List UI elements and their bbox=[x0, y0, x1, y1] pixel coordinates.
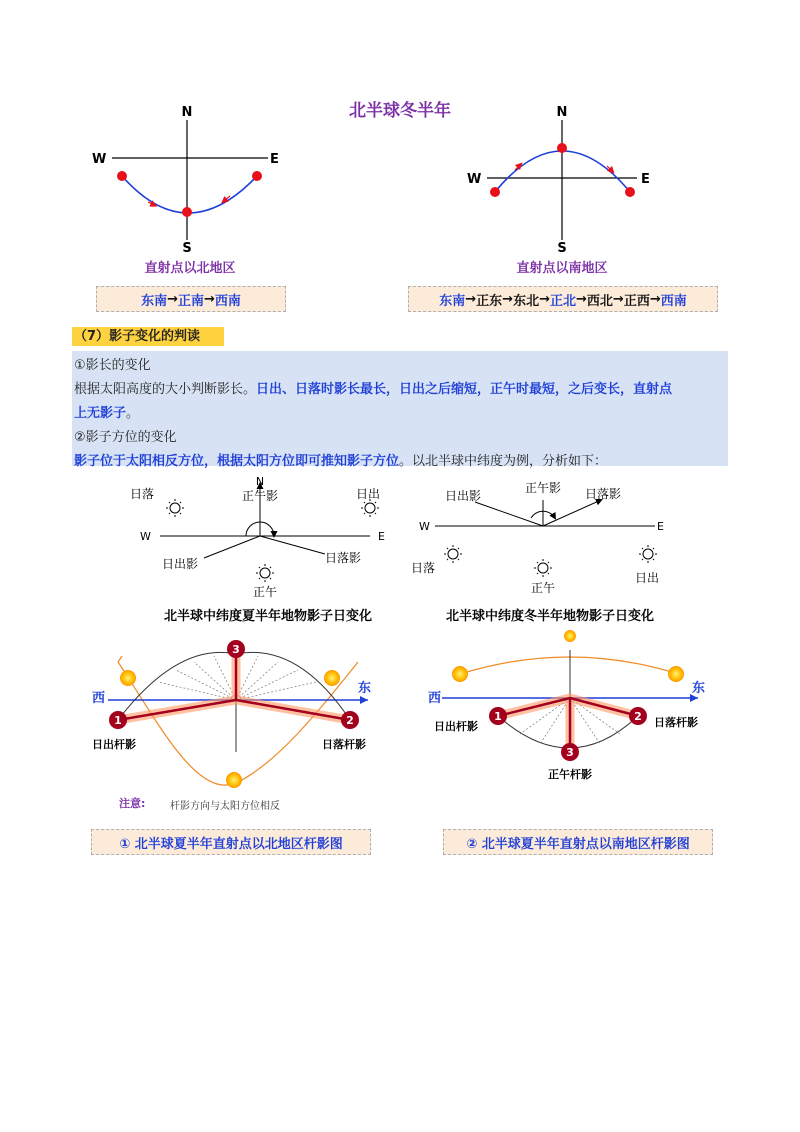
noon-shadow-label: 正午影 bbox=[241, 489, 279, 503]
sun-icon bbox=[226, 772, 242, 788]
sunset-shadow-label: 日落影 bbox=[325, 551, 362, 565]
sun-icon bbox=[166, 499, 184, 517]
sunrise-point bbox=[490, 187, 500, 197]
p1-bold1: 日出、日落时影长最长，日出之后缩短，正午时最短，之后变长，直射点 bbox=[256, 382, 673, 397]
west-label: 西 bbox=[92, 691, 106, 706]
sun-icon bbox=[452, 666, 468, 682]
east-label: E bbox=[378, 530, 385, 543]
note-label: 注意: bbox=[119, 797, 146, 810]
caption-south-region: 直射点以南地区 bbox=[516, 261, 608, 276]
marker-1-label: 1 bbox=[494, 710, 502, 723]
south-label: S bbox=[182, 241, 192, 256]
pole-shadow-diagram-north bbox=[88, 632, 388, 822]
west-label: W bbox=[92, 152, 107, 167]
west-label: W bbox=[419, 520, 430, 533]
sunrise-pole-shadow-label: 日出杆影 bbox=[92, 738, 136, 751]
pole-shadow-diagram-south bbox=[420, 630, 720, 790]
box-seg: 正南 bbox=[177, 293, 204, 309]
p2-bold: 影子位于太阳相反方位，根据太阳方位即可推知影子方位 bbox=[74, 454, 400, 469]
path-arrow bbox=[118, 656, 122, 662]
box-seg: 东南 bbox=[141, 293, 168, 309]
sunset-pole-shadow bbox=[236, 700, 350, 720]
sun-icon bbox=[564, 630, 576, 642]
sunset-label: 日落 bbox=[411, 561, 436, 575]
sunrise-pole-shadow bbox=[118, 700, 236, 720]
box-seg: 西南 bbox=[214, 293, 241, 309]
noon-point bbox=[557, 143, 567, 153]
sun-icon bbox=[256, 564, 274, 582]
marker-2-label: 2 bbox=[346, 714, 354, 727]
noon-label: 正午 bbox=[530, 581, 556, 595]
west-label: 西 bbox=[428, 691, 442, 706]
p1-bold2: 上无影子 bbox=[74, 406, 127, 421]
marker-3-label: 3 bbox=[566, 746, 574, 759]
box-seg: → bbox=[612, 291, 624, 307]
sun-icon bbox=[361, 499, 379, 517]
north-label: N bbox=[556, 105, 568, 120]
sunset-shadow-label: 日落影 bbox=[585, 487, 622, 501]
box-seg: → bbox=[539, 291, 550, 307]
east-label: E bbox=[657, 520, 664, 533]
box-seg: → bbox=[167, 291, 178, 307]
sun-icon bbox=[534, 559, 552, 577]
sunrise-shadow-line bbox=[475, 502, 543, 526]
noon-label: 正午 bbox=[252, 585, 278, 599]
diagram-caption: 北半球中纬度冬半年地物影子日变化 bbox=[445, 609, 655, 624]
note-text: 杆影方向与太阳方位相反 bbox=[170, 801, 280, 812]
p1-line1 bbox=[74, 378, 672, 397]
noon-shadow-label: 正午影 bbox=[524, 481, 562, 495]
south-label: S bbox=[557, 241, 567, 256]
p1-end: 。 bbox=[126, 406, 140, 421]
box-seg: → bbox=[465, 291, 477, 307]
sun-icon bbox=[324, 670, 340, 686]
box-seg: 西南 bbox=[660, 293, 687, 309]
sunset-point bbox=[252, 171, 262, 181]
box-seg: → bbox=[204, 291, 215, 307]
explanation-panel bbox=[72, 351, 728, 466]
sunrise-shadow-label: 日出影 bbox=[162, 557, 199, 571]
box-seg: 东南 bbox=[439, 293, 466, 309]
sunset-point bbox=[625, 187, 635, 197]
winter-shadow-diagram bbox=[405, 470, 695, 630]
box-seg: 正北 bbox=[549, 293, 576, 309]
page-title: 北半球冬半年 bbox=[349, 101, 451, 121]
sunrise-pole-shadow-label: 日出杆影 bbox=[434, 720, 478, 733]
sunset-shadow-line bbox=[260, 536, 325, 554]
west-label: W bbox=[140, 530, 151, 543]
sun-icon bbox=[444, 545, 462, 563]
direction-box-south bbox=[408, 286, 718, 312]
sun-path bbox=[460, 657, 678, 674]
marker-2-label: 2 bbox=[634, 710, 642, 723]
box-seg: 东北 bbox=[513, 293, 540, 309]
east-label: 东 bbox=[358, 681, 372, 696]
noon-pole-shadow-label: 正午杆影 bbox=[548, 768, 592, 781]
horizon-arrow bbox=[360, 696, 368, 704]
caption-box-south: ② 北半球夏半年直射点以南地区杆影图 bbox=[443, 829, 713, 855]
marker-1-label: 1 bbox=[114, 714, 122, 727]
sunset-pole-shadow-label: 日落杆影 bbox=[654, 716, 698, 729]
sun-path-diagram-north bbox=[80, 100, 320, 265]
sunset-shadow-line bbox=[543, 500, 601, 526]
p2-rest: 。以北半球中纬度为例，分析如下： bbox=[399, 454, 608, 469]
box-seg: → bbox=[502, 291, 514, 307]
marker-3-label: 3 bbox=[232, 643, 240, 656]
p2-line bbox=[74, 450, 607, 469]
caption-box-north: ① 北半球夏半年直射点以北地区杆影图 bbox=[91, 829, 371, 855]
sunrise-label: 日出 bbox=[635, 571, 660, 585]
sunrise-pole-shadow bbox=[498, 698, 570, 716]
sun-icon bbox=[120, 670, 136, 686]
sun-path bbox=[122, 176, 257, 213]
sunrise-shadow-label: 日出影 bbox=[445, 489, 482, 503]
box-seg: 正西 bbox=[623, 293, 650, 309]
noon-point bbox=[182, 207, 192, 217]
diagram-caption: 北半球中纬度夏半年地物影子日变化 bbox=[163, 609, 373, 624]
east-label: E bbox=[270, 152, 279, 167]
p2-title: ②影子方位的变化 bbox=[74, 430, 177, 445]
east-label: 东 bbox=[692, 681, 706, 696]
sun-icon bbox=[639, 545, 657, 563]
sunrise-point bbox=[117, 171, 127, 181]
east-label: E bbox=[641, 172, 650, 187]
box-seg: 西北 bbox=[586, 293, 613, 309]
caption-north-region: 直射点以北地区 bbox=[144, 261, 236, 276]
box-seg: → bbox=[649, 291, 661, 307]
box-seg: 正东 bbox=[476, 293, 503, 309]
section-heading: （7）影子变化的判读 bbox=[72, 327, 224, 346]
west-label: W bbox=[467, 172, 482, 187]
summer-shadow-diagram bbox=[120, 470, 410, 630]
sun-path-diagram-south bbox=[455, 100, 675, 265]
box-seg: → bbox=[576, 291, 587, 307]
sunset-pole-shadow bbox=[570, 698, 638, 716]
p1-lead: 根据太阳高度的大小判断影长。 bbox=[74, 382, 257, 397]
sunset-pole-shadow-label: 日落杆影 bbox=[322, 738, 366, 751]
sunrise-shadow-line bbox=[204, 536, 260, 558]
sunset-label: 日落 bbox=[130, 487, 155, 501]
north-label: N bbox=[181, 105, 193, 120]
sun-icon bbox=[668, 666, 684, 682]
p1-line2 bbox=[74, 402, 139, 421]
direction-box-north bbox=[96, 286, 286, 312]
p1-title: ①影长的变化 bbox=[74, 358, 151, 373]
sunrise-label: 日出 bbox=[356, 487, 381, 501]
north-label: N bbox=[255, 475, 265, 488]
